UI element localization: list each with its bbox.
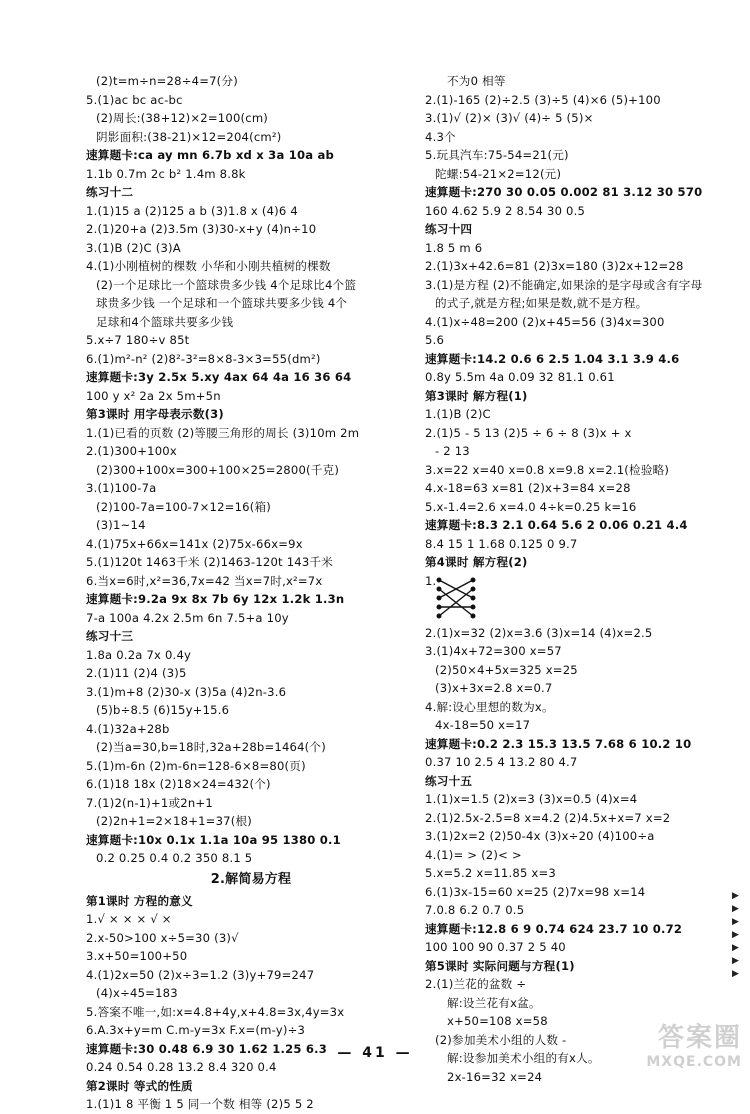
answer-line: 不为0 相等 xyxy=(447,74,506,88)
arrow-icon: ▶ xyxy=(732,956,739,966)
answer-line: 球贵多少钱 一个足球和一个篮球共要多少钱 4个 xyxy=(96,296,348,310)
section-heading: 2.解简易方程 xyxy=(210,871,292,887)
answer-line: (5)b÷8.5 (6)15y+15.6 xyxy=(96,703,230,717)
bold-answer-line: 练习十五 xyxy=(425,773,473,788)
arrow-icon: ▶ xyxy=(732,930,739,940)
watermark-logo-text: 答案圈 xyxy=(657,1023,742,1053)
answer-line: 足球和4个篮球共要多少钱 xyxy=(96,314,234,329)
arrow-icon: ▶ xyxy=(732,904,739,914)
answer-line: (2)周长:(38+12)×2=100(cm) xyxy=(96,111,269,125)
answer-line: (3)1~14 xyxy=(96,518,146,532)
answer-line: 1.(1)15 a (2)125 a b (3)1.8 x (4)6 4 xyxy=(86,203,298,218)
answer-line: 0.24 0.54 0.28 13.2 8.4 320 0.4 xyxy=(86,1060,277,1074)
answer-line: 5.答案不唯一,如:x=4.8+4y,x+4.8=3x,4y=3x xyxy=(86,1004,345,1019)
answer-line: 8.4 15 1 1.68 0.125 0 9.7 xyxy=(425,536,578,551)
answer-line: 3.x+50=100+50 xyxy=(86,949,188,963)
answer-line: (2)300+100x=300+100×25=2800(千克) xyxy=(96,462,340,477)
answer-line: 1.8 5 m 6 xyxy=(425,240,483,255)
answer-line: (2)100-7a=100-7×12=16(箱) xyxy=(96,499,271,514)
answer-line: x+50=108 x=58 xyxy=(447,1014,548,1028)
answer-line: 3.(1)m+8 (2)30-x (3)5a (4)2n-3.6 xyxy=(86,684,287,699)
answer-line: 0.8y 5.5m 4a 0.09 32 81.1 0.61 xyxy=(425,370,615,384)
watermark-logo xyxy=(622,1017,742,1073)
answer-line: 2.(1)2.5x-2.5=8 x=4.2 (2)4.5x+x=7 x=2 xyxy=(425,810,671,825)
answer-line: 5.x=5.2 x=11.85 x=3 xyxy=(425,866,556,880)
answer-line: (2)2n+1=2×18+1=37(根) xyxy=(96,814,252,828)
bold-answer-line: 速算题卡:3y 2.5x 5.xy 4ax 64 4a 16 36 64 xyxy=(86,370,352,384)
answer-line: 4.(1)75x+66x=141x (2)75x-66x=9x xyxy=(86,536,303,551)
right-column-top xyxy=(425,72,730,572)
answer-line: 4.(1)32a+28b xyxy=(86,721,170,736)
answer-line: 1.√ × × × √ × xyxy=(86,912,172,926)
answer-line: 3.(1)4x+72=300 x=57 xyxy=(425,644,562,658)
answer-line: 2.(1)x=32 (2)x=3.6 (3)x=14 (4)x=2.5 xyxy=(425,625,653,640)
matching-number: 1. xyxy=(425,573,437,588)
answer-line: 3.(1)2x=2 (2)50-4x (3)x÷20 (4)100÷a xyxy=(425,829,655,843)
answer-line: 4.(1)小刚植树的棵数 小华和小刚共植树的棵数 xyxy=(86,259,331,273)
arrow-icon: ▶ xyxy=(732,891,739,901)
answer-line: 2.(1)20+a (2)3.5m (3)30-x+y (4)n÷10 xyxy=(86,222,317,236)
answer-line: 6.(1)3x-15=60 x=25 (2)7x=98 x=14 xyxy=(425,884,646,899)
bold-answer-line: 速算题卡:ca ay mn 6.7b xd x 3a 10a ab xyxy=(86,148,335,162)
answer-line: 4.解:设心里想的数为x。 xyxy=(425,699,554,714)
right-column xyxy=(425,72,730,1086)
answer-line: 1.8a 0.2a 7x 0.4y xyxy=(86,647,192,662)
left-column xyxy=(86,72,416,1114)
answer-line: 6.(1)m²-n² (2)8²-3²=8×8-3×3=55(dm²) xyxy=(86,351,321,366)
bold-answer-line: 速算题卡:30 0.48 6.9 30 1.62 1.25 6.3 xyxy=(86,1041,327,1056)
answer-line: 4.(1)2x=50 (2)x÷3=1.2 (3)y+79=247 xyxy=(86,967,315,982)
answer-line: 5.玩具汽车:75-54=21(元) xyxy=(425,148,569,162)
answer-line: 0.37 10 2.5 4 13.2 80 4.7 xyxy=(425,755,578,769)
answer-line: 5.x-1.4=2.6 x=4.0 4÷k=0.25 k=16 xyxy=(425,499,637,514)
edge-arrow-marks xyxy=(732,890,746,981)
answer-line: 1.(1)x=1.5 (2)x=3 (3)x=0.5 (4)x=4 xyxy=(425,792,638,806)
answer-line: 解:设参加美术小组的有x人。 xyxy=(447,1051,600,1065)
answer-line: 160 4.62 5.9 2 8.54 30 0.5 xyxy=(425,203,586,218)
bold-answer-line: 练习十四 xyxy=(425,222,473,236)
arrow-icon: ▶ xyxy=(732,943,739,953)
answer-line: 解:设兰花有x盆。 xyxy=(447,995,541,1010)
answer-line: 6.当x=6时,x²=36,7x=42 当x=7时,x²=7x xyxy=(86,573,323,588)
answer-line: 5.6 xyxy=(425,333,445,347)
bold-answer-line: 第1课时 方程的意义 xyxy=(86,893,193,908)
answer-line: 1.1b 0.7m 2c b² 1.4m 8.8k xyxy=(86,166,246,181)
page-number: — 41 — xyxy=(337,1045,413,1061)
answer-line: 6.A.3x+y=m C.m-y=3x F.x=(m-y)÷3 xyxy=(86,1023,306,1037)
answer-line: 的式子,就是方程;如果是数,就不是方程。 xyxy=(435,296,648,310)
watermark-url: MXQE.COM xyxy=(646,1054,742,1070)
answer-line: 4.x-18=63 x=81 (2)x+3=84 x=28 xyxy=(425,481,631,495)
answer-line: 3.(1)是方程 (2)不能确定,如果涂的是字母或含有字母 xyxy=(425,277,703,292)
answer-line: 6.(1)18 18x (2)18×24=432(个) xyxy=(86,777,271,791)
answer-line: 1.(1)1 8 平衡 1 5 同一个数 相等 (2)5 5 2 xyxy=(86,1097,314,1111)
answer-line: (2)50×4+5x=325 x=25 xyxy=(435,662,578,677)
bold-answer-line: 练习十三 xyxy=(86,629,134,643)
answer-line: 4x-18=50 x=17 xyxy=(435,718,531,732)
answer-line: 2.(1)5 - 5 13 (2)5 ÷ 6 ÷ 8 (3)x + x xyxy=(425,425,632,440)
answer-line: 2.(1)11 (2)4 (3)5 xyxy=(86,666,187,680)
answer-line: (4)x÷45=183 xyxy=(96,986,178,1000)
answer-line: 2.(1)-165 (2)÷2.5 (3)÷5 (4)×6 (5)+100 xyxy=(425,92,661,107)
bold-answer-line: 第5课时 实际问题与方程(1) xyxy=(425,958,575,973)
answer-line: 1.(1)B (2)C xyxy=(425,407,491,421)
answer-line: 4.(1)= > (2)< > xyxy=(425,847,522,862)
bold-answer-line: 速算题卡:270 30 0.05 0.002 81 3.12 30 570 xyxy=(425,185,703,199)
answer-line: 5.(1)m-6n (2)m-6n=128-6×8=80(页) xyxy=(86,758,306,773)
answer-line: 4.(1)x÷48=200 (2)x+45=56 (3)4x=300 xyxy=(425,314,665,329)
answer-line: 3.(1)100-7a xyxy=(86,481,157,495)
bold-answer-line: 第3课时 解方程(1) xyxy=(425,388,528,403)
answer-line: (2)当a=30,b=18时,32a+28b=1464(个) xyxy=(96,740,326,754)
answer-line: 2.(1)3x+42.6=81 (2)3x=180 (3)2x+12=28 xyxy=(425,259,684,273)
answer-line: 3.(1)B (2)C (3)A xyxy=(86,240,181,255)
answer-line: 100 100 90 0.37 2 5 40 xyxy=(425,940,566,954)
bold-answer-line: 练习十二 xyxy=(86,185,134,199)
matching-lines-icon xyxy=(433,574,479,622)
bold-answer-line: 速算题卡:8.3 2.1 0.64 5.6 2 0.06 0.21 4.4 xyxy=(425,518,688,532)
answer-line: 阴影面积:(38-21)×12=204(cm²) xyxy=(96,129,282,144)
arrow-icon: ▶ xyxy=(732,917,739,927)
answer-line: 3.x=22 x=40 x=0.8 x=9.8 x=2.1(检验略) xyxy=(425,462,670,477)
answer-line: 100 y x² 2a 2x 5m+5n xyxy=(86,388,221,403)
bold-answer-line: 第4课时 解方程(2) xyxy=(425,555,528,569)
answer-line: 7-a 100a 4.2x 2.5m 6n 7.5+a 10y xyxy=(86,610,289,625)
bold-answer-line: 速算题卡:12.8 6 9 0.74 624 23.7 10 0.72 xyxy=(425,921,683,936)
answer-line: 2.x-50>100 x÷5=30 (3)√ xyxy=(86,930,239,945)
answer-line: 陀螺:54-21×2=12(元) xyxy=(435,166,562,181)
bold-answer-line: 速算题卡:0.2 2.3 15.3 13.5 7.68 6 10.2 10 xyxy=(425,736,692,751)
matching-diagram xyxy=(425,572,730,624)
answer-line: 1.(1)已看的页数 (2)等腰三角形的周长 (3)10m 2m xyxy=(86,425,360,440)
answer-line: 7.(1)2(n-1)+1或2n+1 xyxy=(86,795,213,810)
answer-line: 5.(1)ac bc ac-bc xyxy=(86,92,183,107)
arrow-icon: ▶ xyxy=(732,969,739,979)
answer-line: 0.2 0.25 0.4 0.2 350 8.1 5 xyxy=(96,851,253,865)
answer-line: - 2 13 xyxy=(435,444,470,458)
answer-line: (2)一个足球比一个篮球贵多少钱 4个足球比4个篮 xyxy=(96,277,357,292)
answer-line: 3.(1)√ (2)× (3)√ (4)÷ 5 (5)× xyxy=(425,111,594,125)
answer-line: 5.(1)120t 1463千米 (2)1463-120t 143千米 xyxy=(86,555,334,569)
answer-line: 7.0.8 6.2 0.7 0.5 xyxy=(425,903,525,917)
answer-line: 5.x÷7 180÷v 85t xyxy=(86,333,190,347)
bold-answer-line: 速算题卡:10x 0.1x 1.1a 10a 95 1380 0.1 xyxy=(86,832,341,847)
answer-line: (2)t=m÷n=28÷4=7(分) xyxy=(96,74,238,88)
answer-line: 2x-16=32 x=24 xyxy=(447,1069,543,1084)
answer-line: (3)x+3x=2.8 x=0.7 xyxy=(435,681,553,695)
bold-answer-line: 第3课时 用字母表示数(3) xyxy=(86,407,224,421)
bold-answer-line: 速算题卡:14.2 0.6 6 2.5 1.04 3.1 3.9 4.6 xyxy=(425,351,680,366)
answer-line: 4.3个 xyxy=(425,129,456,144)
bold-answer-line: 速算题卡:9.2a 9x 8x 7b 6y 12x 1.2k 1.3n xyxy=(86,592,345,606)
answer-line: 2.(1)300+100x xyxy=(86,444,177,458)
answer-line: 2.(1)兰花的盆数 ÷ xyxy=(425,977,527,991)
answer-line: (2)参加美术小组的人数 - xyxy=(435,1032,567,1047)
bold-answer-line: 第2课时 等式的性质 xyxy=(86,1078,193,1093)
